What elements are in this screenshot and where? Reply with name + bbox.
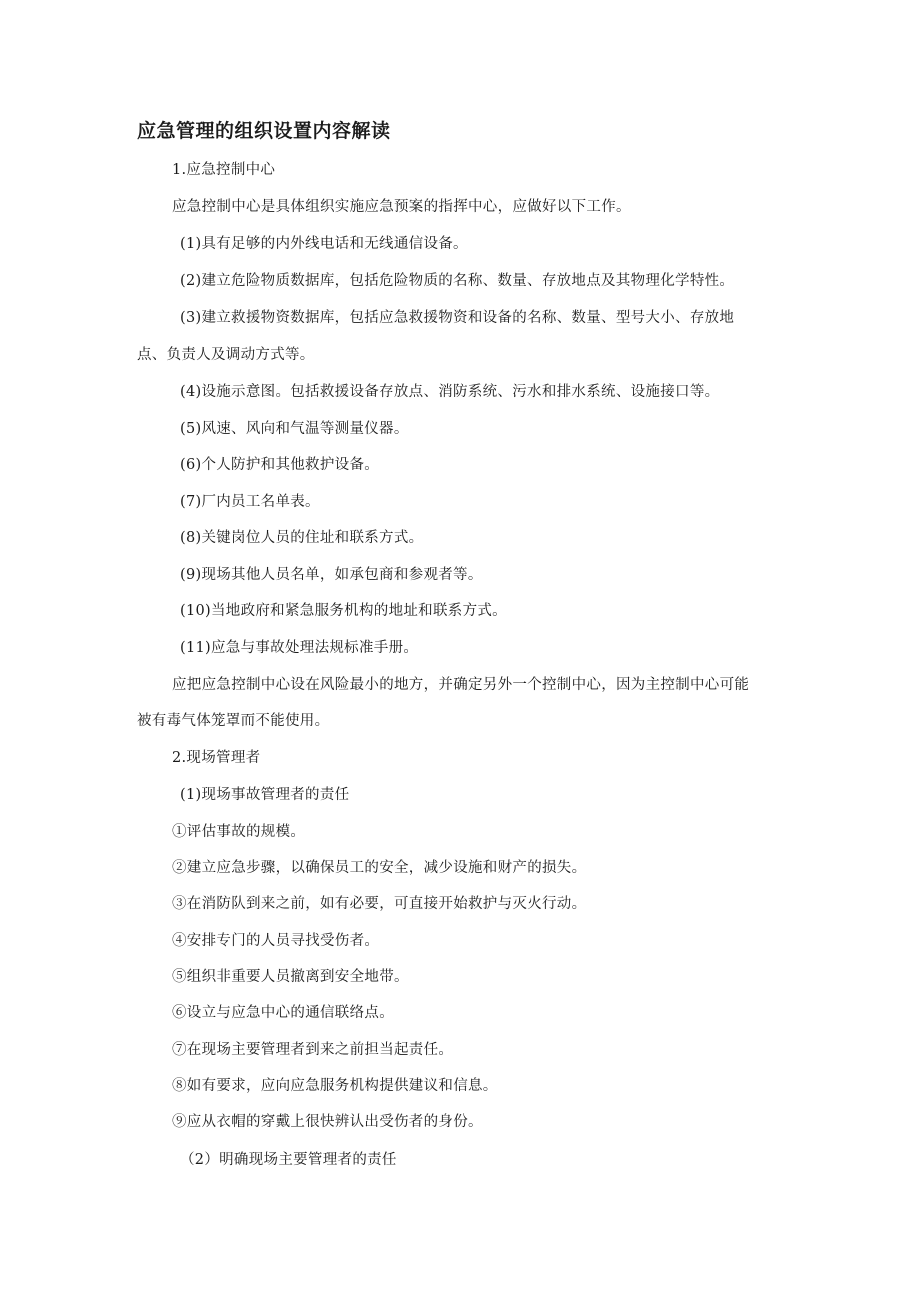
- subsection-1-heading: (1)现场事故管理者的责任: [180, 787, 350, 803]
- duty-item: ⑨应从衣帽的穿戴上很快辨认出受伤者的身份。: [172, 1114, 483, 1130]
- list-item: (4)设施示意图。包括救援设备存放点、消防系统、污水和排水系统、设施接口等。: [180, 384, 720, 400]
- list-item: (7)厂内员工名单表。: [180, 494, 320, 510]
- list-item: (9)现场其他人员名单，如承包商和参观者等。: [180, 567, 483, 583]
- list-item-continuation: 点、负责人及调动方式等。: [137, 347, 315, 363]
- list-item: (10)当地政府和紧急服务机构的地址和联系方式。: [180, 603, 507, 619]
- list-item: (11)应急与事故处理法规标准手册。: [180, 640, 419, 656]
- section-2-heading: 2.现场管理者: [172, 750, 261, 766]
- duty-item: ④安排专门的人员寻找受伤者。: [172, 933, 380, 949]
- list-item: (2)建立危险物质数据库，包括危险物质的名称、数量、存放地点及其物理化学特性。: [180, 273, 735, 289]
- page-title: 应急管理的组织设置内容解读: [137, 120, 391, 142]
- list-item: (6)个人防护和其他救护设备。: [180, 457, 380, 473]
- duty-item: ⑤组织非重要人员撤离到安全地带。: [172, 969, 409, 985]
- duty-item: ①评估事故的规模。: [172, 824, 306, 840]
- duty-item: ②建立应急步骤，以确保员工的安全，减少设施和财产的损失。: [172, 860, 587, 876]
- list-item: (8)关键岗位人员的住址和联系方式。: [180, 530, 424, 546]
- list-item: (3)建立救援物资数据库，包括应急救援物资和设备的名称、数量、型号大小、存放地: [180, 310, 735, 326]
- duty-item: ③在消防队到来之前，如有必要，可直接开始救护与灭火行动。: [172, 896, 587, 912]
- section-1-heading: 1.应急控制中心: [172, 162, 276, 178]
- section-1-intro: 应急控制中心是具体组织实施应急预案的指挥中心，应做好以下工作。: [172, 199, 631, 215]
- duty-item: ⑦在现场主要管理者到来之前担当起责任。: [172, 1042, 454, 1058]
- subsection-2-heading: （2）明确现场主要管理者的责任: [180, 1152, 397, 1168]
- section-1-closing-continuation: 被有毒气体笼罩而不能使用。: [137, 713, 330, 729]
- list-item: (1)具有足够的内外线电话和无线通信设备。: [180, 236, 468, 252]
- section-1-closing: 应把应急控制中心设在风险最小的地方，并确定另外一个控制中心，因为主控制中心可能: [172, 677, 750, 693]
- duty-item: ⑧如有要求，应向应急服务机构提供建议和信息。: [172, 1078, 498, 1094]
- duty-item: ⑥设立与应急中心的通信联络点。: [172, 1005, 394, 1021]
- list-item: (5)风速、风向和气温等测量仪器。: [180, 421, 409, 437]
